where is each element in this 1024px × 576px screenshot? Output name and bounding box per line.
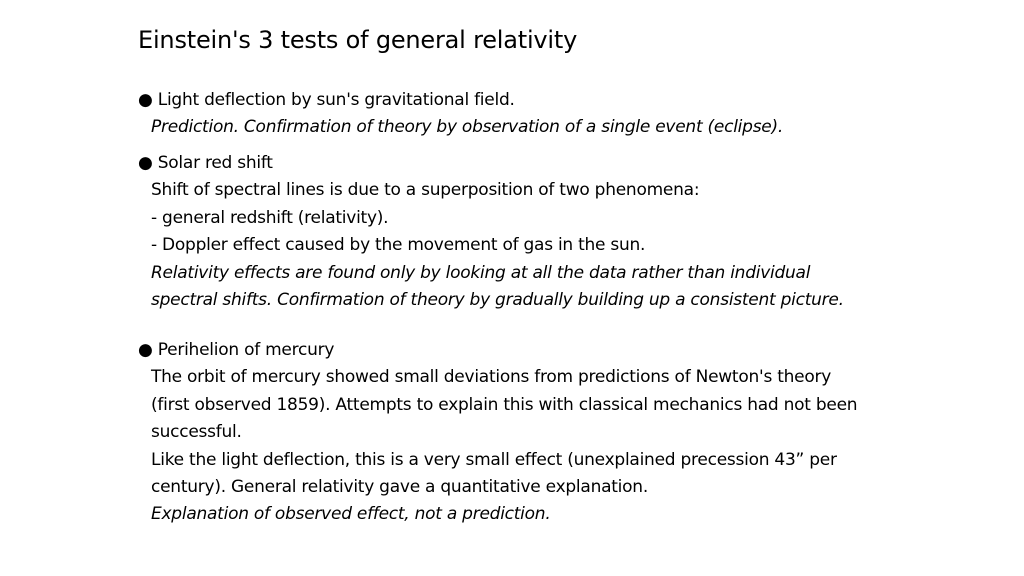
section-line: Prediction. Confirmation of theory by observation of a single event (eclipse). bbox=[151, 117, 784, 138]
section-line: Explanation of observed effect, not a prediction. bbox=[151, 504, 551, 525]
section-solar-red-shift bbox=[138, 150, 918, 314]
section-line: (first observed 1859). Attempts to explain this with classical mechanics had not been bbox=[151, 394, 858, 415]
section-line: spectral shifts. Confirmation of theory by gradually building up a consistent picture. bbox=[151, 290, 844, 311]
section-heading: ● Light deflection by sun's gravitational field. bbox=[138, 90, 515, 110]
section-line: Relativity effects are found only by looking at all the data rather than individual bbox=[151, 262, 811, 283]
section-line: - Doppler effect caused by the movement of gas in the sun. bbox=[151, 235, 646, 256]
section-heading: ● Perihelion of mercury bbox=[138, 340, 335, 360]
section-line: - general redshift (relativity). bbox=[151, 207, 389, 228]
section-line: The orbit of mercury showed small deviations from predictions of Newton's theory bbox=[151, 367, 832, 388]
section-perihelion-mercury bbox=[138, 337, 918, 529]
section-heading: ● Solar red shift bbox=[138, 153, 273, 173]
section-line: century). General relativity gave a quantitative explanation. bbox=[151, 477, 648, 498]
section-line: Like the light deflection, this is a very small effect (unexplained precession 43” per bbox=[151, 449, 837, 470]
section-light-deflection bbox=[138, 87, 918, 142]
section-line: successful. bbox=[151, 422, 242, 443]
slide-title: Einstein's 3 tests of general relativity bbox=[138, 26, 578, 54]
section-line: Shift of spectral lines is due to a superposition of two phenomena: bbox=[151, 180, 700, 201]
